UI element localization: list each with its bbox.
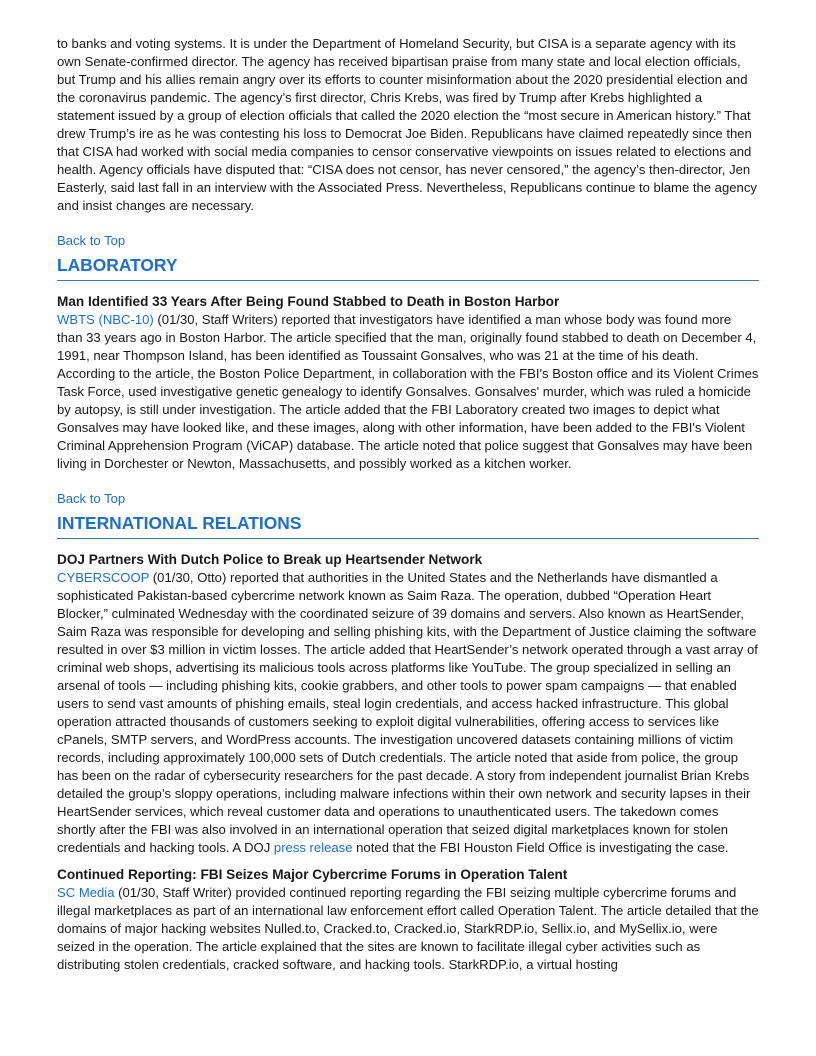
article-text: (01/30, Staff Writer) provided continued reporting regarding the FBI seizing multiple cybercrime forums and illegal marketplaces as part of an international law enforcement effort called Operation Talent. The article detailed that the domains of major hacking websites Nulled.to, Cracked.to, Cracked.io, StarkRDP.io, Sellix.io, and MySellix.io, were seized in the operation. The article explained that the sites are known to facilitate illegal cyber activities such as distributing stolen credentials, cracked software, and hacking tools. StarkRDP.io, a virtual hosting bbox=[57, 885, 759, 972]
article-title: Continued Reporting: FBI Seizes Major Cybercrime Forums in Operation Talent bbox=[57, 867, 568, 882]
article-text: (01/30, Staff Writers) reported that investigators have identified a man whose body was found more than 33 years ago in Boston Harbor. The article specified that the man, originally found stabbed to death on December 4, 1991, near Thompson Island, has been identified as Toussaint Gonsalves, who was 21 at the time of his death. According to the article, the Boston Police Department, in collaboration with the FBI's Boston office and its Violent Crimes Task Force, used investigative genetic genealogy to identify Gonsalves. Gonsalves' murder, which was ruled a homicide by autopsy, is still under investigation. The article added that the FBI Laboratory created two images to depict what Gonsalves may have looked like, and these images, along with other information, have been added to the FBI's Violent Criminal Apprehension Program (ViCAP) database. The article noted that police suggest that Gonsalves may have been living in Dorchester or Newton, Massachusetts, and possibly worked as a kitchen worker. bbox=[57, 312, 759, 471]
article-body bbox=[57, 569, 759, 857]
article-text-end: noted that the FBI Houston Field Office is investigating the case. bbox=[352, 840, 729, 855]
section-heading-laboratory: LABORATORY bbox=[57, 254, 759, 281]
article-source-link[interactable]: SC Media bbox=[57, 885, 115, 900]
article-body bbox=[57, 311, 759, 473]
article-operation-talent bbox=[57, 866, 759, 974]
article-source-link[interactable]: WBTS (NBC-10) bbox=[57, 312, 154, 327]
press-release-link[interactable]: press release bbox=[273, 840, 353, 855]
article-title: DOJ Partners With Dutch Police to Break up Heartsender Network bbox=[57, 552, 483, 567]
article-text: (01/30, Otto) reported that authorities in the United States and the Netherlands have dismantled a sophisticated Pakistan-based cybercrime network known as Saim Raza. The operation, dubbed “Operation Heart Blocker,” culminated Wednesday with the coordinated seizure of 39 domains and servers. Also known as HeartSender, Saim Raza was responsible for developing and selling phishing kits, with the Department of Justice claiming the software resulted in over $3 million in victim losses. The article added that HeartSender’s network operated through a vast array of criminal web shops, advertising its malicious tools across platforms like YouTube. The group specialized in selling an arsenal of tools — including phishing kits, cookie grabbers, and other tools to power spam campaigns — that enabled users to send vast amounts of phishing emails, steal login credentials, and access hacked infrastructure. This global operation attracted thousands of customers seeking to exploit digital vulnerabilities, offering access to services like cPanels, SMTP servers, and WordPress accounts. The investigation uncovered datasets containing millions of victim records, including approximately 100,000 sets of Dutch credentials. The article noted that aside from police, the group has been on the radar of cybersecurity researchers for the past decade. A story from independent journalist Brian Krebs detailed the group’s sloppy operations, including malware infections within their own network and security lapses in their HeartSender services, which reveal customer data and operations to unauthenticated users. The takedown comes shortly after the FBI was also involved in an international operation that seized digital marketplaces known for stolen credentials and hacking tools. A DOJ bbox=[57, 570, 758, 855]
document-page bbox=[57, 0, 759, 974]
article-source-link[interactable]: CYBERSCOOP bbox=[57, 570, 150, 585]
continued-article-text: to banks and voting systems. It is under the Department of Homeland Security, but CISA is a separate agency with its own Senate-confirmed director. The agency has received bipartisan praise from many state and local election officials, but Trump and his allies remain angry over its efforts to counter misinformation about the 2020 presidential election and the coronavirus pandemic. The agency’s first director, Chris Krebs, was fired by Trump after Krebs highlighted a statement issued by a group of election officials that called the 2020 election the “most secure in American history.” That drew Trump’s ire as he was contesting his loss to Democrat Joe Biden. Republicans have claimed repeatedly since then that CISA had worked with social media companies to censor conservative viewpoints on issues related to elections and health. Agency officials have disputed that: “CISA does not censor, has never censored,” the agency’s then-director, Jen Easterly, said last fall in an interview with the Associated Press. Nevertheless, Republicans continue to blame the agency and insist changes are necessary. bbox=[57, 36, 757, 213]
section-heading-international-relations: INTERNATIONAL RELATIONS bbox=[57, 512, 759, 539]
article-title: Man Identified 33 Years After Being Found Stabbed to Death in Boston Harbor bbox=[57, 294, 560, 309]
back-to-top-link[interactable]: Back to Top bbox=[57, 491, 126, 506]
article-boston-harbor bbox=[57, 293, 759, 473]
back-to-top-link[interactable]: Back to Top bbox=[57, 233, 126, 248]
article-body bbox=[57, 884, 759, 974]
article-heartsender bbox=[57, 551, 759, 857]
